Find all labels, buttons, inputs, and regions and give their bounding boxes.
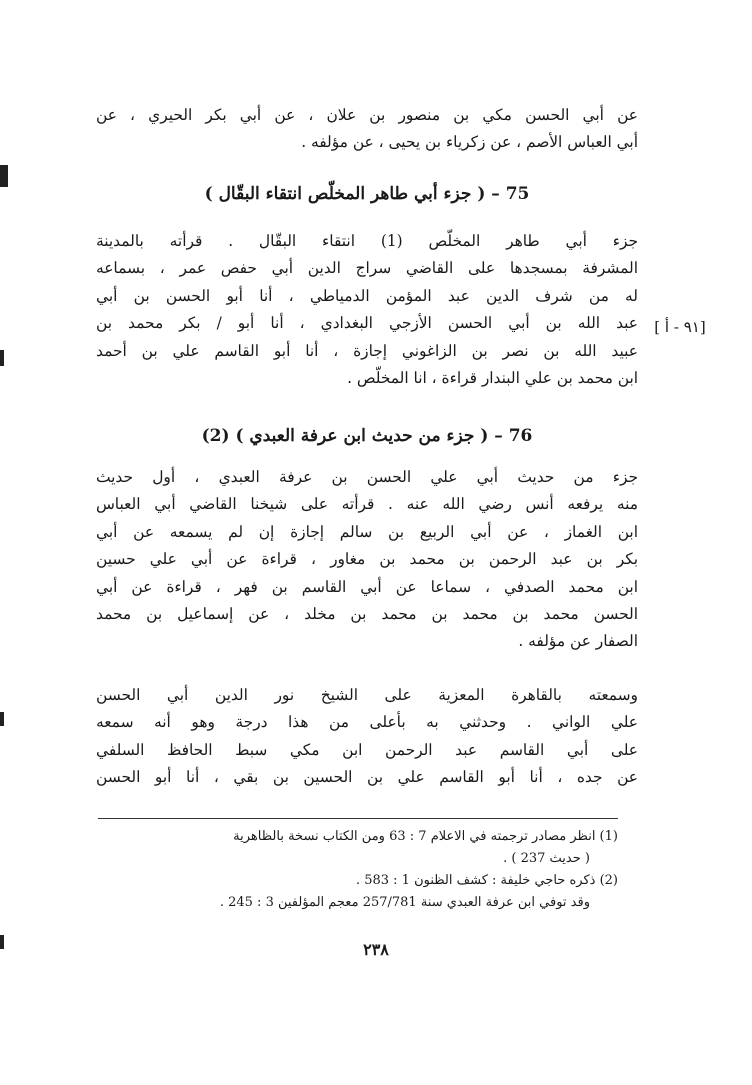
text-line: عن جده ، أنا أبو القاسم علي بن الحسين بن بقي ، أنا أبو الحسن — [96, 768, 638, 787]
text-line: عبد الله بن أبي الحسن الأزجي البغدادي ، أنا أبو / بكر محمد بن — [96, 314, 638, 333]
scan-edge-mark — [0, 712, 4, 726]
page-number: ٢٣٨ — [363, 940, 389, 959]
text-line: جزء من حديث أبي علي الحسن بن عرفة العبدي ، أول حديث — [96, 468, 638, 486]
text-line: عن أبي الحسن مكي بن منصور بن علان ، عن أبي بكر الحيري ، عن — [96, 106, 638, 124]
text-line: ابن محمد بن علي البندار قراءة ، انا المخلّص . — [347, 369, 638, 388]
footnotes — [96, 826, 618, 914]
text-line: جزء أبي طاهر المخلّص (1) انتقاء البقّال . قرأته بالمدينة — [96, 232, 638, 250]
text-line: عبيد الله بن نصر بن الزاغوني إجازة ، أنا أبو القاسم علي بن أحمد — [96, 341, 638, 360]
manuscript-folio-marker: [٩١ - أ ] — [654, 318, 706, 336]
text-line: علي الواني . وحدثني به بأعلى من هذا درجة وهو أنه سمعه — [96, 713, 638, 732]
section-76-body — [96, 464, 638, 656]
footnote-line: (2) ذكره حاجي خليفة : كشف الظنون 1 : 583 . — [355, 873, 618, 888]
section-76-heading: 76 – ( جزء من حديث ابن عرفة العبدي ) (2) — [201, 426, 533, 446]
text-line: بكر بن عبد الرحمن بن محمد بن مغاور ، قراءة عن أبي علي حسين — [96, 550, 638, 569]
footnote-line: ( حديث 237 ) . — [503, 851, 590, 866]
text-line: على أبي القاسم عبد الرحمن ابن مكي سبط الحافظ السلفي — [96, 740, 638, 759]
text-line: أبي العباس الأصم ، عن زكرياء بن يحيى ، عن مؤلفه . — [301, 133, 638, 152]
text-line: ابن محمد الصدفي ، سماعا عن أبي القاسم بن فهر ، قراءة عن أبي — [96, 577, 638, 596]
text-line: الصفار عن مؤلفه . — [518, 632, 638, 651]
footnote-separator — [98, 818, 618, 819]
section-75-body — [96, 228, 638, 392]
opening-paragraph — [96, 102, 638, 157]
section-75-heading: 75 – ( جزء أبي طاهر المخلّص انتقاء البقّال ) — [204, 184, 530, 204]
text-line: له من شرف الدين عبد المؤمن الدمياطي ، أنا أبو الحسن بن أبي — [96, 286, 638, 305]
section-76-body-continued — [96, 682, 638, 792]
scan-edge-mark — [0, 350, 4, 366]
text-line: وسمعته بالقاهرة المعزية على الشيخ نور الدين أبي الحسن — [96, 686, 638, 704]
scan-edge-mark — [0, 935, 4, 949]
footnote-line: وقد توفي ابن عرفة العبدي سنة 257/781 معجم المؤلفين 3 : 245 . — [219, 895, 590, 910]
text-line: منه يرفعه أنس رضي الله عنه . قرأته على شيخنا القاضي أبي العباس — [96, 495, 638, 514]
scan-edge-mark — [0, 165, 8, 187]
footnote-line: (1) انظر مصادر ترجمته في الاعلام 7 : 63 ومن الكتاب نسخة بالظاهرية — [233, 829, 618, 844]
text-line: المشرفة بمسجدها على القاضي سراج الدين أبي حفص عمر ، بسماعه — [96, 259, 638, 278]
text-line: ابن الغماز ، عن أبي الربيع بن سالم إجازة إن لم يسمعه عن أبي — [96, 522, 638, 541]
text-line: الحسن محمد بن محمد بن محمد بن مخلد ، عن إسماعيل بن محمد — [96, 605, 638, 624]
